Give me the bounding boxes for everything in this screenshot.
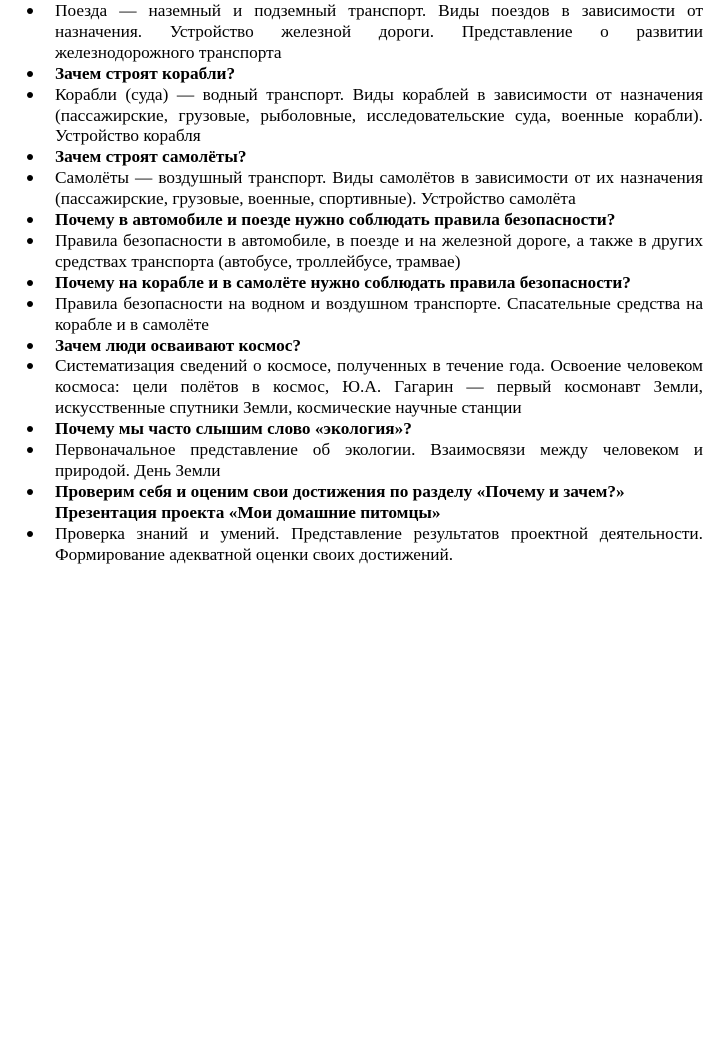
- list-item: [0, 356, 704, 419]
- list-item-text: Почему на корабле и в самолёте нужно соблюдать правила безопасности?: [55, 272, 631, 292]
- bullet-icon: [27, 92, 33, 98]
- list-item-text: Почему в автомобиле и поезде нужно соблюдать правила безопасности?: [55, 210, 616, 230]
- list-item: [0, 85, 704, 148]
- list-item-text: Зачем строят самолёты?: [55, 147, 247, 167]
- list-item: [0, 440, 704, 482]
- list-item-heading: [0, 147, 704, 168]
- list-item-heading: [0, 336, 704, 357]
- bullet-icon: [27, 217, 33, 223]
- bullet-icon: [27, 363, 33, 369]
- heading-line-section-check: Проверим себя и оценим свои достижения по разделу «Почему и зачем?»: [55, 481, 625, 501]
- list-item: [0, 524, 704, 566]
- bullet-icon: [27, 447, 33, 453]
- bullet-icon: [27, 71, 33, 77]
- list-item-text: Систематизация сведений о космосе, полученных в течение года. Освоение человеком космоса: цели полётов в космос, Ю.А. Гагарин — первый космонавт Земли, искусственные спутники Земли, космические научные станции: [55, 356, 703, 418]
- list-item-text: Правила безопасности в автомобиле, в поезде и на железной дороге, а также в других средствах транспорта (автобусе, троллейбусе, трамвае): [55, 230, 703, 271]
- list-item-text: Корабли (суда) — водный транспорт. Виды кораблей в зависимости от назначения (пассажирские, грузовые, рыболовные, исследовательские суда, военные корабли). Устройство корабля: [55, 84, 703, 146]
- list-item-heading: [0, 419, 704, 440]
- list-item-text: Зачем строят корабли?: [55, 63, 236, 83]
- bullet-icon: [27, 238, 33, 244]
- list-item: [0, 1, 704, 64]
- list-item-text: Поезда — наземный и подземный транспорт. Виды поездов в зависимости от назначения. Устройство железной дороги. Представление о развитии железнодорожного транспорта: [55, 1, 703, 62]
- list-item-text: Почему мы часто слышим слово «экология»?: [55, 419, 412, 439]
- list-item-heading: [0, 64, 704, 85]
- list-item: [0, 168, 704, 210]
- topic-list: [0, 1, 704, 565]
- list-item: [0, 231, 704, 273]
- bullet-icon: [27, 531, 33, 537]
- list-item-text: Правила безопасности на водном и воздушном транспорте. Спасательные средства на корабле и в самолёте: [55, 293, 703, 334]
- list-item-text: [55, 482, 703, 524]
- list-item-heading: [0, 482, 704, 524]
- bullet-icon: [27, 8, 33, 14]
- list-item-text: Первоначальное представление об экологии. Взаимосвязи между человеком и природой. День Земли: [55, 440, 703, 480]
- bullet-icon: [27, 343, 33, 349]
- heading-line-project: Презентация проекта «Мои домашние питомцы»: [55, 502, 441, 522]
- list-item: [0, 294, 704, 336]
- bullet-icon: [27, 280, 33, 286]
- bullet-icon: [27, 489, 33, 495]
- bullet-icon: [27, 426, 33, 432]
- bullet-icon: [27, 175, 33, 181]
- list-item-heading: [0, 210, 704, 231]
- bullet-icon: [27, 154, 33, 160]
- list-item-text: Проверка знаний и умений. Представление результатов проектной деятельности. Формирование адекватной оценки своих достижений.: [55, 523, 703, 564]
- list-item-text: Зачем люди осваивают космос?: [55, 335, 302, 355]
- bullet-icon: [27, 301, 33, 307]
- list-item-text: Самолёты — воздушный транспорт. Виды самолётов в зависимости от их назначения (пассажирские, грузовые, военные, спортивные). Устройство самолёта: [55, 168, 703, 209]
- list-item-heading: [0, 273, 704, 294]
